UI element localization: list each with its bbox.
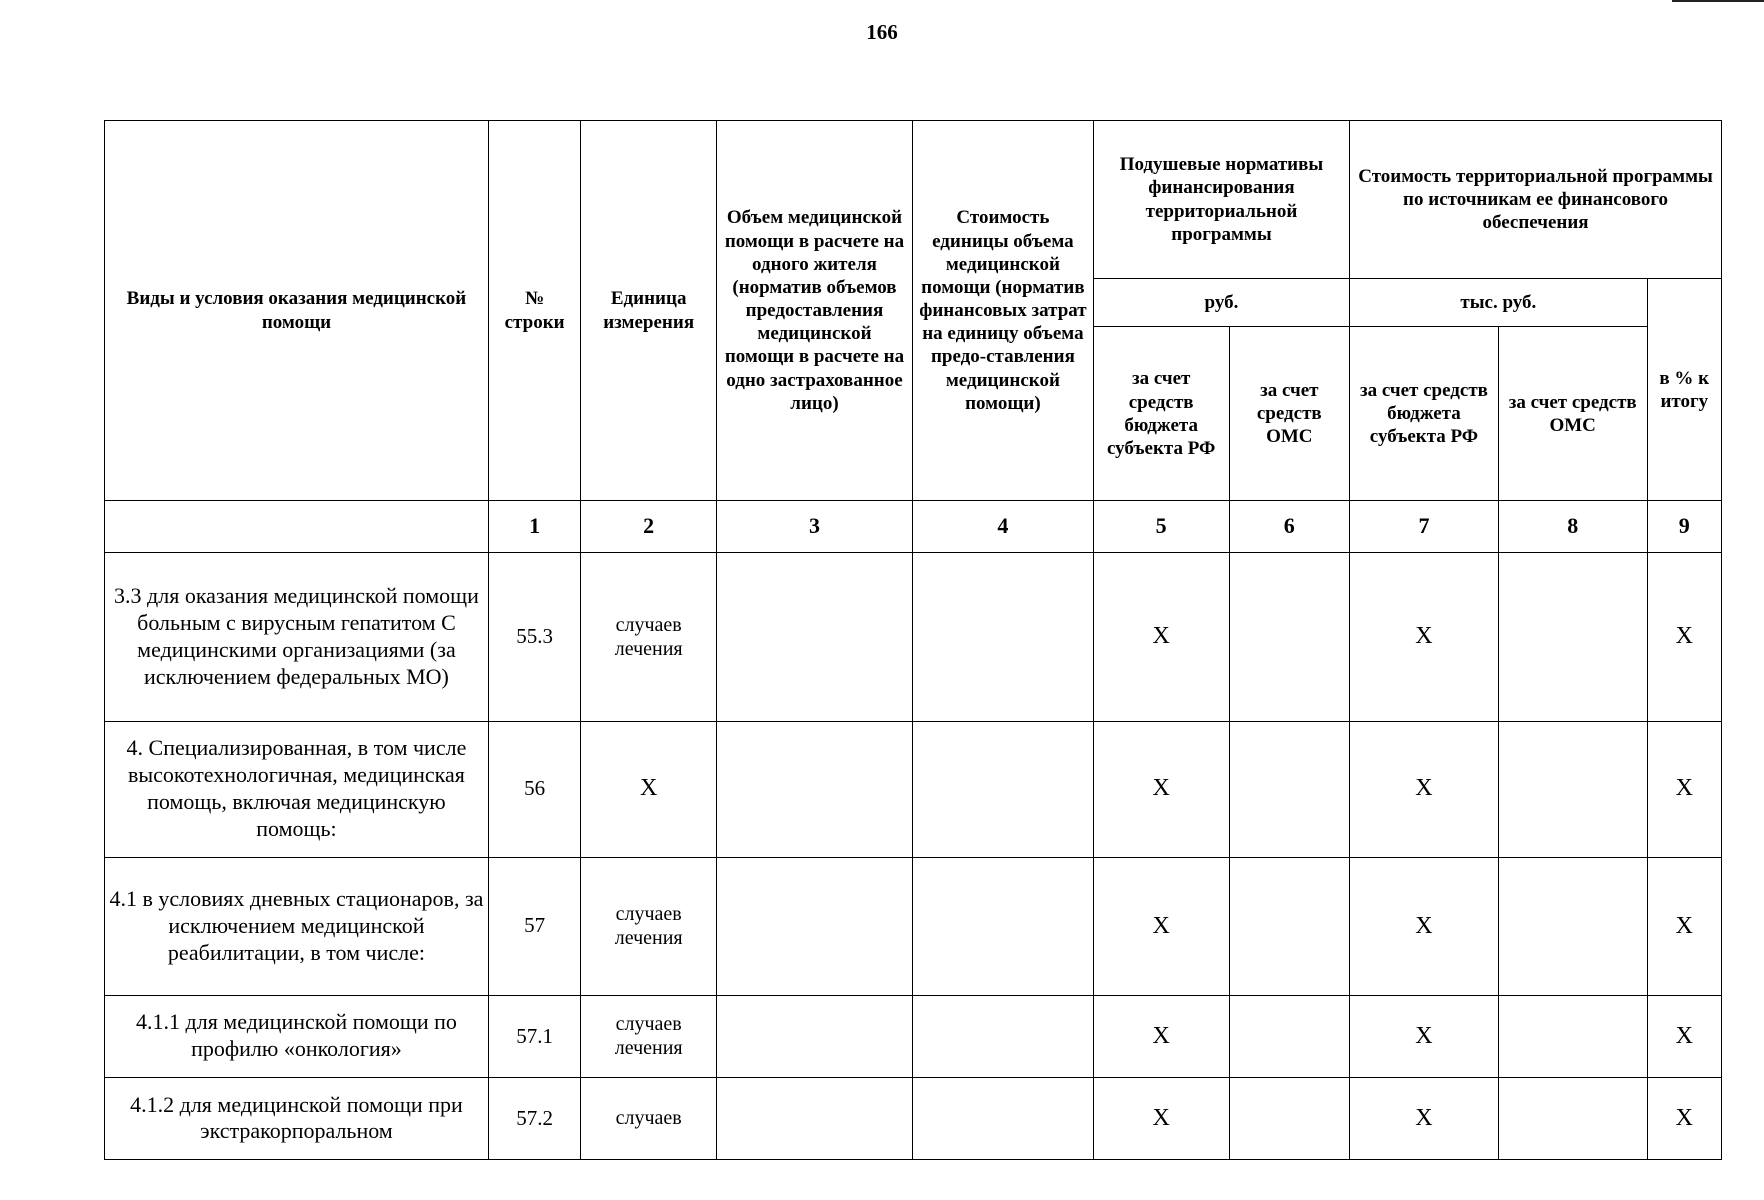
table-row — [105, 995, 1722, 1077]
cell-col9: Х — [1647, 1077, 1721, 1159]
header-rub: руб. — [1093, 279, 1349, 327]
row-name: 4.1.1 для медицинской помощи по профилю «онкология» — [105, 995, 489, 1077]
cell-col8 — [1498, 995, 1647, 1077]
header-volume: Объем медицинской помощи в расчете на одного жителя (норматив объемов предоставления медицинской помощи в расчете на одно застрахованное лицо) — [717, 121, 913, 501]
cell-col5: Х — [1093, 1077, 1229, 1159]
header-percent: в % к итогу — [1647, 279, 1721, 501]
cell-col3 — [717, 1077, 913, 1159]
row-number: 56 — [488, 721, 580, 857]
cell-col9: Х — [1647, 721, 1721, 857]
column-number: 1 — [488, 501, 580, 553]
cell-col3 — [717, 721, 913, 857]
table-row — [105, 857, 1722, 995]
table-row — [105, 553, 1722, 721]
cell-col4 — [912, 553, 1093, 721]
header-types: Виды и условия оказания медицинской помощи — [105, 121, 489, 501]
header-row-no: № строки — [488, 121, 580, 501]
cell-col6 — [1229, 995, 1350, 1077]
row-name: 4.1.2 для медицинской помощи при экстракорпоральном — [105, 1077, 489, 1159]
row-number: 57 — [488, 857, 580, 995]
column-number: 7 — [1350, 501, 1499, 553]
column-number: 6 — [1229, 501, 1350, 553]
header-oms-8: за счет средств ОМС — [1498, 327, 1647, 501]
row-unit: случаев лечения — [581, 857, 717, 995]
header-program-cost: Стоимость территориальной программы по источникам ее финансового обеспечения — [1350, 121, 1722, 279]
cell-col6 — [1229, 721, 1350, 857]
cell-col7: Х — [1350, 857, 1499, 995]
cell-col9: Х — [1647, 553, 1721, 721]
header-cost: Стоимость единицы объема медицинской помощи (норматив финансовых затрат на единицу объема предо-ставления медицинской помощи) — [912, 121, 1093, 501]
cell-col8 — [1498, 1077, 1647, 1159]
table-row — [105, 721, 1722, 857]
financing-table — [104, 120, 1722, 1160]
row-unit: случаев лечения — [581, 995, 717, 1077]
cell-col5: Х — [1093, 721, 1229, 857]
table-row — [105, 1077, 1722, 1159]
row-name: 3.3 для оказания медицинской помощи больным с вирусным гепатитом С медицинскими организациями (за исключением федеральных МО) — [105, 553, 489, 721]
cell-col5: Х — [1093, 995, 1229, 1077]
header-oms-6: за счет средств ОМС — [1229, 327, 1350, 501]
page-number: 166 — [866, 20, 898, 44]
cell-col4 — [912, 721, 1093, 857]
cell-col8 — [1498, 553, 1647, 721]
header-row-1 — [105, 121, 1722, 279]
column-number: 2 — [581, 501, 717, 553]
row-unit: случаев — [581, 1077, 717, 1159]
column-number: 8 — [1498, 501, 1647, 553]
header-thous-rub: тыс. руб. — [1350, 279, 1647, 327]
row-unit: Х — [581, 721, 717, 857]
cell-col3 — [717, 553, 913, 721]
column-number: 5 — [1093, 501, 1229, 553]
cell-col6 — [1229, 1077, 1350, 1159]
cell-col7: Х — [1350, 553, 1499, 721]
column-number: 4 — [912, 501, 1093, 553]
cell-col6 — [1229, 857, 1350, 995]
cell-col3 — [717, 857, 913, 995]
cell-col5: Х — [1093, 857, 1229, 995]
row-name: 4.1 в условиях дневных стационаров, за исключением медицинской реабилитации, в том числе: — [105, 857, 489, 995]
cell-col6 — [1229, 553, 1350, 721]
cell-col9: Х — [1647, 857, 1721, 995]
cell-col4 — [912, 857, 1093, 995]
header-per-capita: Подушевые нормативы финансирования территориальной программы — [1093, 121, 1349, 279]
column-numbers-row — [105, 501, 1722, 553]
cell-col7: Х — [1350, 721, 1499, 857]
cell-col9: Х — [1647, 995, 1721, 1077]
row-number: 57.2 — [488, 1077, 580, 1159]
cell-col3 — [717, 995, 913, 1077]
column-number: 9 — [1647, 501, 1721, 553]
header-budget-rf-5: за счет средств бюджета субъекта РФ — [1093, 327, 1229, 501]
cell-col8 — [1498, 721, 1647, 857]
row-number: 57.1 — [488, 995, 580, 1077]
corner-mark — [1672, 0, 1764, 2]
cell-col7: Х — [1350, 995, 1499, 1077]
cell-col7: Х — [1350, 1077, 1499, 1159]
cell-col4 — [912, 1077, 1093, 1159]
header-budget-rf-7: за счет средств бюджета субъекта РФ — [1350, 327, 1499, 501]
row-name: 4. Специализированная, в том числе высокотехнологичная, медицинская помощь, включая медицинскую помощь: — [105, 721, 489, 857]
row-number: 55.3 — [488, 553, 580, 721]
row-unit: случаев лечения — [581, 553, 717, 721]
header-unit: Единица измерения — [581, 121, 717, 501]
column-number: 3 — [717, 501, 913, 553]
cell-col8 — [1498, 857, 1647, 995]
column-number — [105, 501, 489, 553]
cell-col4 — [912, 995, 1093, 1077]
cell-col5: Х — [1093, 553, 1229, 721]
